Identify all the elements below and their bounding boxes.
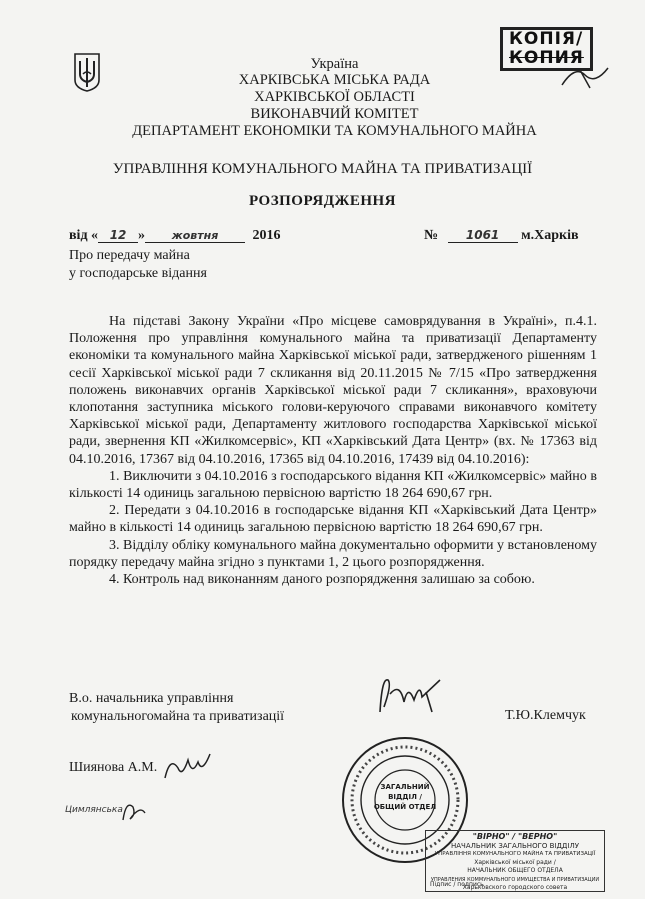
signatory-title-line2: комунальногомайна та приватизації (71, 709, 285, 724)
document-body (69, 313, 597, 588)
document-number: 1061 (448, 228, 518, 243)
item-4: 4. Контроль над виконанням даного розпорядження залишаю за собою. (109, 572, 535, 588)
city: м.Харків (521, 228, 579, 243)
document-type: РОЗПОРЯДЖЕННЯ (248, 193, 397, 209)
executor-signature (160, 748, 215, 793)
date-mid: » (138, 228, 146, 243)
item-2: 2. Передати з 04.10.2016 в господарське відання КП «Харківський Дата Центр» майно в кількості 14 одиниць загальною первісною вартістю 18 264 690,67 грн. (69, 503, 597, 536)
verification-title: "ВІРНО" / "ВЕРНО" (472, 832, 558, 841)
department-name: ДЕПАРТАМЕНТ ЕКОНОМІКИ ТА КОМУНАЛЬНОГО МАЙНА (132, 123, 537, 139)
verification-line3: Харківської міської ради / (474, 858, 556, 866)
council-name: ХАРКІВСЬКА МІСЬКА РАДА (238, 72, 431, 88)
verification-line2: УПРАВЛІННЯ КОМУНАЛЬНОГО МАЙНА ТА ПРИВАТИЗАЦІЇ (434, 851, 596, 857)
round-stamp-line2: ВІДДІЛ / (388, 793, 422, 801)
signatory-title-line1: В.о. начальника управління (69, 691, 234, 706)
round-stamp-line3: ОБЩИЙ ОТДЕЛ (373, 803, 437, 811)
region-name: ХАРКІВСЬКОЇ ОБЛАСТІ (254, 89, 415, 105)
copy-stamp-line1: КОПІЯ/ (509, 29, 584, 49)
item-3: 3. Відділу обліку комунального майна документально оформити у встановленому порядку передачу майна згідно з пунктами 1, 2 цього розпорядження. (69, 537, 597, 570)
executor-name: Шиянова А.М. (69, 760, 158, 775)
verification-line5: УПРАВЛЕНИЯ КОММУНАЛЬНОГО ИМУЩЕСТВА И ПРИВАТИЗАЦИИ (430, 876, 600, 883)
subject (69, 247, 207, 283)
number-line (424, 228, 579, 244)
signatory-name: Т.Ю.Клемчук (505, 708, 586, 723)
verification-line6: Харьковского городского совета (462, 884, 568, 891)
item-1: 1. Виключити з 04.10.2016 з господарського відання КП «Жилкомсервіс» майно в кількості 14 одиниць загальною первісною вартістю 18 264 690,67 грн. (69, 468, 597, 502)
subject-line2: у господарське відання (69, 266, 207, 281)
date-year: 2016 (252, 228, 281, 243)
verification-line1: НАЧАЛЬНИК ЗАГАЛЬНОГО ВІДДІЛУ (451, 841, 579, 850)
date-day: 12 (98, 228, 138, 243)
number-label: № (424, 228, 439, 243)
second-executor: Цимлянська (65, 805, 123, 815)
preamble: На підставі Закону України «Про місцеве самоврядування в Україні», п.4.1. Положення про управління комунального майна та приватизації Департаменту економіки та комунального майна Харківської міської ради, затвердженого рішенням 1 сесії Харківської міської ради 7 скликання від 20.11.2015 № 7/15 «Про затвердження положень виконавчих органів Харківської міської ради 7 скликання», враховуючи клопотання заступника міського голови-керуючого справами виконавчого комітету Харківської міської ради, Департаменту житлового господарства Харківської міської ради, звернення КП «Жилкомсервіс», КП «Харківський Дата Центр» (вх. № 17363 від 04.10.2016, 17367 від 04.10.2016, 17365 від 04.10.2016, 17439 від 04.10.2016): (69, 314, 597, 467)
round-stamp-line1: ЗАГАЛЬНИЙ (380, 783, 430, 791)
copy-stamp-line2: КОПИЯ (509, 48, 584, 68)
subject-line1: Про передачу майна (69, 248, 190, 263)
signature-image (370, 672, 450, 722)
verification-line4: НАЧАЛЬНИК ОБЩЕГО ОТДЕЛА (467, 867, 563, 874)
country-name: Україна (310, 56, 359, 72)
date-line (69, 228, 281, 244)
date-prefix: від « (69, 228, 99, 243)
date-month: жовтня (145, 229, 245, 243)
directorate-name: УПРАВЛІННЯ КОМУНАЛЬНОГО МАЙНА ТА ПРИВАТИЗАЦІЇ (112, 161, 533, 177)
signatory-title (69, 690, 284, 726)
verification-signature-label: Підпис / подпись (430, 881, 484, 888)
committee-name: ВИКОНАВЧИЙ КОМІТЕТ (250, 106, 419, 122)
second-executor-signature (118, 795, 148, 830)
